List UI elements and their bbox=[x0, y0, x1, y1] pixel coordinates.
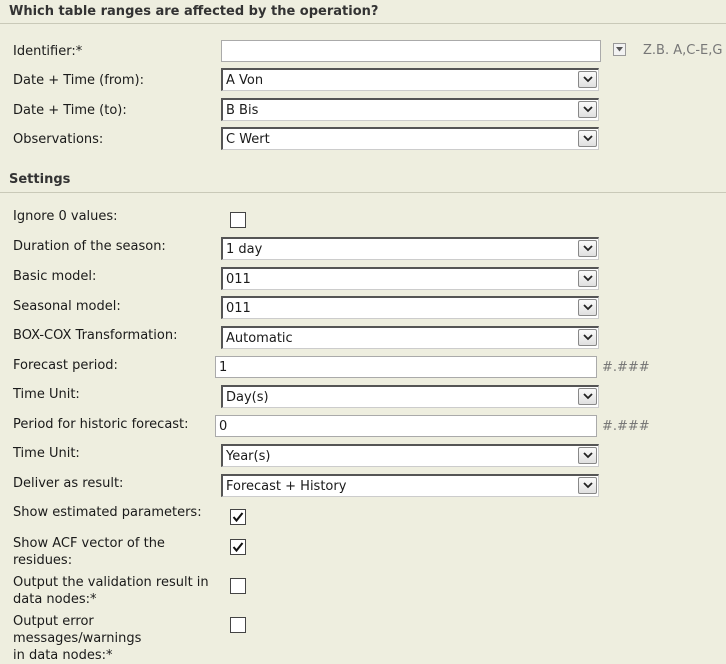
basic-model-select[interactable] bbox=[221, 267, 599, 290]
chevron-down-icon[interactable] bbox=[578, 270, 597, 287]
forecast-period-input[interactable] bbox=[215, 356, 597, 378]
season-duration-select[interactable] bbox=[221, 237, 599, 260]
boxcox-value: Automatic bbox=[226, 331, 293, 346]
season-duration-label: Duration of the season: bbox=[13, 239, 166, 254]
deliver-result-value: Forecast + History bbox=[226, 479, 347, 494]
show-acf-label bbox=[13, 535, 213, 569]
chevron-down-icon[interactable] bbox=[578, 130, 597, 147]
time-unit-select[interactable] bbox=[221, 385, 599, 408]
show-acf-checkbox[interactable] bbox=[230, 539, 246, 555]
historic-period-format-hint: #.### bbox=[602, 419, 650, 434]
output-errors-label-line2: in data nodes:* bbox=[13, 648, 113, 663]
date-to-label: Date + Time (to): bbox=[13, 103, 127, 118]
basic-model-value: 011 bbox=[226, 272, 251, 287]
output-validation-label-line1: Output the validation result in bbox=[13, 575, 209, 590]
chevron-down-icon[interactable] bbox=[578, 447, 597, 464]
section-title-settings: Settings bbox=[9, 172, 71, 187]
forecast-period-format-hint: #.### bbox=[602, 360, 650, 375]
output-validation-label-line2: data nodes:* bbox=[13, 592, 97, 607]
chevron-down-icon[interactable] bbox=[578, 71, 597, 88]
ignore-zero-label: Ignore 0 values: bbox=[13, 209, 118, 224]
historic-time-unit-value: Year(s) bbox=[226, 449, 271, 464]
output-validation-checkbox[interactable] bbox=[230, 578, 246, 594]
chevron-down-icon[interactable] bbox=[578, 329, 597, 346]
checkmark-icon bbox=[232, 511, 244, 523]
section-title-table-ranges: Which table ranges are affected by the operation? bbox=[9, 4, 379, 19]
seasonal-model-select[interactable] bbox=[221, 296, 599, 319]
seasonal-model-value: 011 bbox=[226, 301, 251, 316]
identifier-hint: Z.B. A,C-E,G bbox=[643, 43, 723, 58]
show-params-checkbox[interactable] bbox=[230, 509, 246, 525]
date-from-label: Date + Time (from): bbox=[13, 73, 144, 88]
checkmark-icon bbox=[232, 541, 244, 553]
time-unit-value: Day(s) bbox=[226, 390, 269, 405]
chevron-down-icon[interactable] bbox=[578, 101, 597, 118]
historic-period-label: Period for historic forecast: bbox=[13, 417, 189, 432]
time-unit-label: Time Unit: bbox=[13, 387, 80, 402]
section-divider bbox=[0, 192, 726, 193]
boxcox-label: BOX-COX Transformation: bbox=[13, 328, 178, 343]
forecast-period-label: Forecast period: bbox=[13, 358, 118, 373]
seasonal-model-label: Seasonal model: bbox=[13, 299, 121, 314]
output-errors-checkbox[interactable] bbox=[230, 617, 246, 633]
date-from-select[interactable] bbox=[221, 68, 599, 91]
historic-time-unit-select[interactable] bbox=[221, 444, 599, 467]
date-from-value: A Von bbox=[226, 73, 264, 88]
season-duration-value: 1 day bbox=[226, 242, 263, 257]
observations-value: C Wert bbox=[226, 132, 270, 147]
identifier-label: Identifier:* bbox=[13, 44, 83, 59]
section-divider bbox=[0, 23, 726, 24]
observations-select[interactable] bbox=[221, 127, 599, 150]
deliver-result-select[interactable] bbox=[221, 474, 599, 497]
observations-label: Observations: bbox=[13, 132, 104, 147]
historic-period-input[interactable] bbox=[215, 415, 597, 437]
output-errors-label bbox=[13, 613, 213, 664]
show-acf-label-line2: residues: bbox=[13, 553, 73, 568]
show-acf-label-line1: Show ACF vector of the bbox=[13, 536, 165, 551]
triangle-down-icon bbox=[616, 47, 623, 52]
date-to-select[interactable] bbox=[221, 98, 599, 121]
chevron-down-icon[interactable] bbox=[578, 299, 597, 316]
identifier-hint-toggle[interactable] bbox=[613, 43, 626, 56]
output-validation-label bbox=[13, 574, 213, 608]
basic-model-label: Basic model: bbox=[13, 269, 97, 284]
ignore-zero-checkbox[interactable] bbox=[230, 212, 246, 228]
identifier-input[interactable] bbox=[221, 40, 601, 62]
date-to-value: B Bis bbox=[226, 103, 259, 118]
boxcox-select[interactable] bbox=[221, 326, 599, 349]
deliver-result-label: Deliver as result: bbox=[13, 476, 124, 491]
show-params-label: Show estimated parameters: bbox=[13, 505, 202, 520]
chevron-down-icon[interactable] bbox=[578, 477, 597, 494]
time-unit-label: Time Unit: bbox=[13, 446, 80, 461]
output-errors-label-line1: Output error messages/warnings bbox=[13, 614, 142, 646]
chevron-down-icon[interactable] bbox=[578, 388, 597, 405]
chevron-down-icon[interactable] bbox=[578, 240, 597, 257]
